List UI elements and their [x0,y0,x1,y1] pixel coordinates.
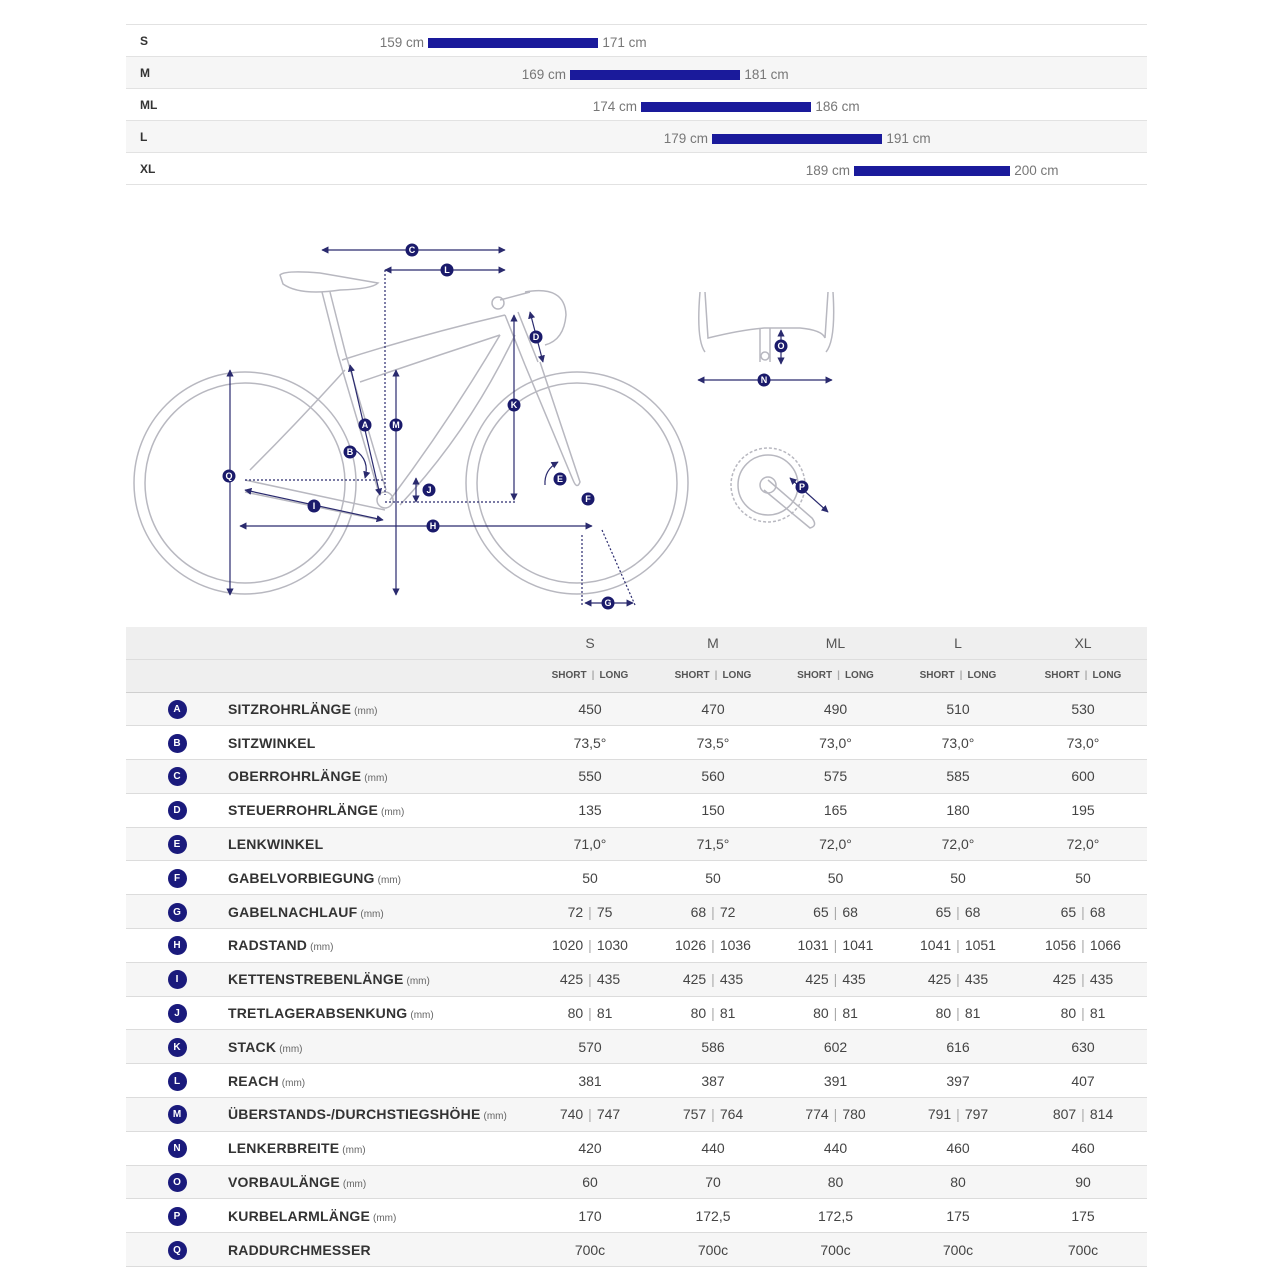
measure-unit: (mm) [410,1010,434,1022]
measure-name: LENKERBREITE [228,1140,340,1157]
table-row [126,1165,1147,1199]
size-range-bar [428,38,598,48]
measure-name: LENKWINKEL [228,836,324,853]
table-cell: 600 [1019,760,1147,794]
size-range-bar [641,102,811,112]
size-range-chart [126,24,1147,183]
svg-text:A: A [361,420,369,431]
table-cell: 175 [1019,1199,1147,1233]
table-cell: 575 [774,760,897,794]
size-max-height: 191 cm [886,131,931,146]
table-cell: 165 [774,793,897,827]
table-cell: 425 | 435 [1019,962,1147,996]
variant-header: SHORT | LONG [774,659,897,692]
table-cell: 510 [897,692,1019,726]
measure-name: TRETLAGERABSENKUNG [228,1005,408,1022]
size-min-height: 159 cm [379,35,424,50]
marker-n-icon [758,374,771,387]
table-cell: 586 [652,1030,774,1064]
measure-letter-badge: G [168,903,187,922]
table-cell: 80 | 81 [528,996,652,1030]
svg-text:P: P [798,482,806,493]
measure-letter-badge: C [168,767,187,786]
marker-p-icon [796,481,809,494]
measure-letter-badge: Q [168,1241,187,1260]
measure-unit: (mm) [281,1077,306,1089]
table-cell: 68 | 72 [652,895,774,929]
measure-name: REACH [228,1072,279,1089]
table-cell: 570 [528,1030,652,1064]
geometry-table [126,627,1147,1267]
table-cell: 80 | 81 [1019,996,1147,1030]
measure-name: ÜBERSTANDS-/DURCHSTIEGSHÖHE [228,1106,481,1123]
table-cell: 407 [1019,1064,1147,1098]
measure-unit: (mm) [364,773,388,785]
size-range-bar [712,134,882,144]
table-row [126,962,1147,996]
measure-unit: (mm) [279,1043,303,1055]
size-range-row [126,89,1147,121]
marker-d-icon [530,331,543,344]
table-cell: 700c [1019,1233,1147,1267]
table-cell: 700c [652,1233,774,1267]
table-cell: 391 [774,1064,897,1098]
marker-j-icon [423,484,436,497]
svg-text:F: F [585,494,591,505]
measure-letter-badge: M [168,1105,187,1124]
table-cell: 73,0° [774,726,897,760]
table-cell: 774 | 780 [774,1098,897,1132]
table-cell: 757 | 764 [652,1098,774,1132]
table-cell: 381 [528,1064,652,1098]
measure-letter-badge: P [168,1207,187,1226]
measure-letter-badge: O [168,1173,187,1192]
bike-frame-outline [134,272,688,594]
table-row [126,1098,1147,1132]
measure-name: STACK [228,1038,277,1055]
svg-text:J: J [426,485,432,496]
size-label: S [140,34,149,48]
table-cell: 616 [897,1030,1019,1064]
size-header: S [528,627,652,659]
table-row [126,929,1147,963]
svg-text:C: C [408,245,416,256]
measure-name: GABELVORBIEGUNG [228,869,375,886]
table-cell: 135 [528,793,652,827]
handlebar-measurement-lines [698,330,832,380]
table-cell: 425 | 435 [774,962,897,996]
measure-unit: (mm) [381,807,405,819]
table-cell: 60 [528,1165,652,1199]
table-cell: 440 [652,1131,774,1165]
table-row [126,726,1147,760]
size-min-height: 169 cm [521,67,566,82]
table-cell: 73,5° [652,726,774,760]
table-cell: 71,0° [528,827,652,861]
marker-c-icon [406,244,419,257]
table-cell: 50 [897,861,1019,895]
measure-name: KETTENSTREBENLÄNGE [228,971,404,988]
svg-text:K: K [510,400,518,411]
table-cell: 80 [774,1165,897,1199]
size-header-row [126,627,1147,659]
size-range-bar [854,166,1010,176]
table-row [126,760,1147,794]
variant-header: SHORT | LONG [528,659,652,692]
variant-header: SHORT | LONG [1019,659,1147,692]
measure-name: GABELNACHLAUF [228,903,358,920]
measure-letter-badge: B [168,734,187,753]
size-header: L [897,627,1019,659]
table-cell: 50 [528,861,652,895]
svg-text:G: G [604,598,612,609]
measure-name: RADDURCHMESSER [228,1241,371,1258]
table-cell: 72,0° [897,827,1019,861]
size-range-row [126,57,1147,89]
table-cell: 740 | 747 [528,1098,652,1132]
measure-name: KURBELARMLÄNGE [228,1207,371,1224]
marker-i-icon [308,500,321,513]
measure-unit: (mm) [310,942,334,954]
measure-letter-badge: D [168,801,187,820]
svg-text:N: N [760,375,768,386]
table-cell: 73,5° [528,726,652,760]
table-row [126,1199,1147,1233]
table-cell: 72,0° [774,827,897,861]
table-cell: 80 | 81 [774,996,897,1030]
measure-name: OBERROHRLÄNGE [228,768,362,785]
table-cell: 585 [897,760,1019,794]
svg-text:Q: Q [225,471,233,482]
size-range-bar [570,70,740,80]
geometry-table-body [126,692,1147,1267]
size-range-row [126,25,1147,57]
measure-letter-badge: L [168,1072,187,1091]
marker-l-icon [441,264,454,277]
svg-text:M: M [392,420,400,431]
measure-letter-badge: I [168,970,187,989]
table-cell: 807 | 814 [1019,1098,1147,1132]
table-row [126,1064,1147,1098]
table-cell: 1031 | 1041 [774,929,897,963]
marker-m-icon [390,419,403,432]
measure-name: RADSTAND [228,937,308,954]
table-cell: 460 [1019,1131,1147,1165]
size-range-row [126,121,1147,153]
measure-name: STEUERROHRLÄNGE [228,802,379,819]
table-cell: 172,5 [774,1199,897,1233]
measure-unit: (mm) [377,874,401,886]
marker-g-icon [602,597,615,610]
size-min-height: 174 cm [592,99,637,114]
table-cell: 700c [528,1233,652,1267]
svg-text:B: B [346,447,354,458]
table-cell: 440 [774,1131,897,1165]
table-row [126,1030,1147,1064]
table-cell: 70 [652,1165,774,1199]
table-cell: 65 | 68 [897,895,1019,929]
table-cell: 550 [528,760,652,794]
variant-header: SHORT | LONG [652,659,774,692]
table-cell: 172,5 [652,1199,774,1233]
table-cell: 72,0° [1019,827,1147,861]
size-label: M [140,66,150,80]
measure-unit: (mm) [406,976,430,988]
table-cell: 490 [774,692,897,726]
variant-header-row [126,659,1147,692]
size-label: L [140,130,148,144]
table-cell: 791 | 797 [897,1098,1019,1132]
svg-text:E: E [556,474,564,485]
table-cell: 1020 | 1030 [528,929,652,963]
table-row [126,793,1147,827]
size-header: M [652,627,774,659]
measure-letter-badge: J [168,1004,187,1023]
svg-text:H: H [429,521,437,532]
table-cell: 72 | 75 [528,895,652,929]
variant-header: SHORT | LONG [897,659,1019,692]
table-cell: 700c [897,1233,1019,1267]
table-cell: 150 [652,793,774,827]
table-cell: 1041 | 1051 [897,929,1019,963]
measure-unit: (mm) [342,1145,366,1157]
table-cell: 1056 | 1066 [1019,929,1147,963]
table-cell: 170 [528,1199,652,1233]
measure-unit: (mm) [360,908,384,920]
table-cell: 65 | 68 [774,895,897,929]
size-label: ML [140,98,158,112]
marker-f-icon [582,493,595,506]
size-range-row [126,153,1147,185]
marker-e-icon [554,473,567,486]
size-header: ML [774,627,897,659]
svg-text:D: D [532,332,540,343]
handlebar-front-view [699,292,834,362]
measure-letter-badge: F [168,869,187,888]
marker-o-icon [775,340,788,353]
measure-letter-badge: E [168,835,187,854]
table-row [126,692,1147,726]
measure-letter-badge: H [168,936,187,955]
table-row [126,827,1147,861]
svg-text:O: O [777,341,785,352]
table-cell: 65 | 68 [1019,895,1147,929]
table-row [126,861,1147,895]
table-cell: 50 [774,861,897,895]
table-cell: 90 [1019,1165,1147,1199]
measure-unit: (mm) [373,1212,397,1224]
measure-unit: (mm) [342,1179,367,1191]
table-cell: 180 [897,793,1019,827]
bike-geometry-diagram [120,230,840,615]
table-cell: 397 [897,1064,1019,1098]
table-cell: 460 [897,1131,1019,1165]
table-cell: 560 [652,760,774,794]
table-cell: 73,0° [1019,726,1147,760]
measure-letter-badge: A [168,700,187,719]
marker-a-icon [359,419,372,432]
marker-h-icon [427,520,440,533]
marker-q-icon [223,470,236,483]
table-cell: 387 [652,1064,774,1098]
table-cell: 425 | 435 [897,962,1019,996]
table-row [126,996,1147,1030]
table-cell: 530 [1019,692,1147,726]
measure-letter-badge: N [168,1139,187,1158]
measure-unit: (mm) [354,705,378,717]
table-cell: 425 | 435 [652,962,774,996]
size-max-height: 171 cm [602,35,647,50]
size-max-height: 200 cm [1014,163,1059,178]
table-cell: 80 | 81 [652,996,774,1030]
table-cell: 195 [1019,793,1147,827]
table-cell: 80 [897,1165,1019,1199]
table-row [126,895,1147,929]
size-max-height: 186 cm [815,99,860,114]
table-row [126,1233,1147,1267]
table-cell: 425 | 435 [528,962,652,996]
svg-text:L: L [444,265,450,276]
size-label: XL [140,162,156,176]
table-cell: 50 [652,861,774,895]
measure-name: SITZROHRLÄNGE [228,700,352,717]
measure-name: VORBAULÄNGE [228,1174,340,1191]
table-cell: 1026 | 1036 [652,929,774,963]
size-min-height: 189 cm [805,163,850,178]
table-cell: 80 | 81 [897,996,1019,1030]
table-cell: 470 [652,692,774,726]
marker-k-icon [508,399,521,412]
measure-unit: (mm) [483,1111,507,1123]
table-cell: 71,5° [652,827,774,861]
table-cell: 630 [1019,1030,1147,1064]
marker-b-icon [344,446,357,459]
size-max-height: 181 cm [744,67,789,82]
table-cell: 450 [528,692,652,726]
table-cell: 175 [897,1199,1019,1233]
table-cell: 602 [774,1030,897,1064]
table-cell: 700c [774,1233,897,1267]
table-cell: 50 [1019,861,1147,895]
table-row [126,1131,1147,1165]
svg-text:I: I [312,501,316,512]
size-header: XL [1019,627,1147,659]
table-cell: 420 [528,1131,652,1165]
size-min-height: 179 cm [663,131,708,146]
measure-letter-badge: K [168,1038,187,1057]
measure-name: SITZWINKEL [228,734,316,751]
table-cell: 73,0° [897,726,1019,760]
